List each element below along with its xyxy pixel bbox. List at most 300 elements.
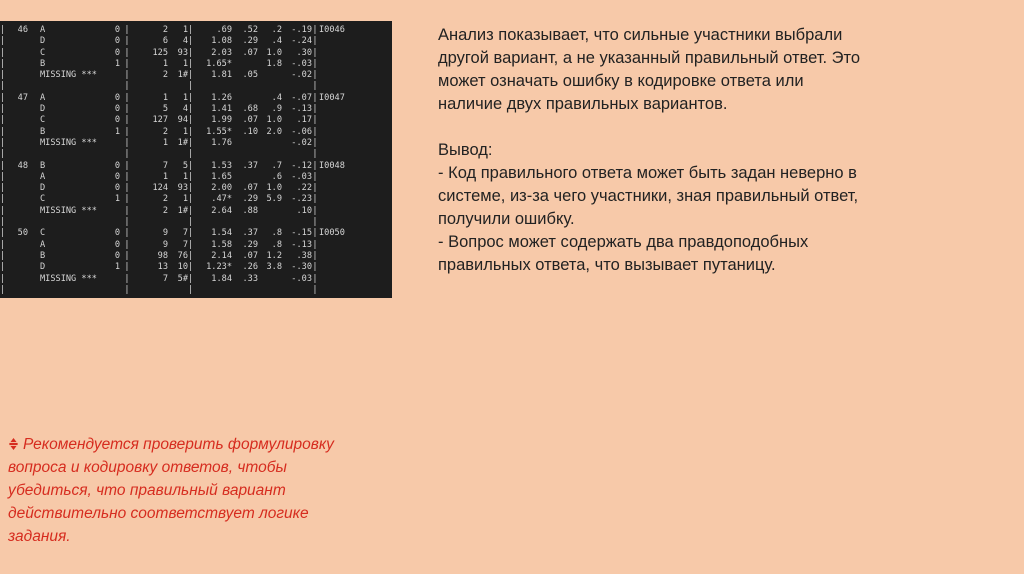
cell-m4: -.13 xyxy=(291,104,312,115)
cell-m2: .68 xyxy=(242,104,258,115)
cell-m2 xyxy=(232,285,258,296)
cell-n1: 1 xyxy=(162,92,168,103)
cell-item: 46 xyxy=(17,25,28,35)
cell-m4 xyxy=(282,149,312,160)
cell-key: 0 xyxy=(114,239,120,250)
conclusion-point-1: - Код правильного ответа может быть задан неверно в системе, из-за чего участники, зная правильный ответ, получили ошибку. xyxy=(438,164,859,228)
cell-label xyxy=(318,70,361,81)
cell-label xyxy=(318,81,361,92)
cell-item xyxy=(6,194,28,205)
cell-n2: 7 xyxy=(182,239,188,250)
cell-m1: 1.58 xyxy=(211,239,232,250)
cell-item xyxy=(6,138,28,149)
cell-n2 xyxy=(168,217,188,228)
cell-item xyxy=(6,104,28,115)
cell-item: 50 xyxy=(17,228,28,239)
column-separator: | xyxy=(124,36,130,47)
cell-label xyxy=(318,194,361,205)
column-separator: | xyxy=(188,25,194,35)
column-separator: | xyxy=(312,160,318,171)
cell-m1: 2.03 xyxy=(211,47,232,58)
column-separator: | xyxy=(0,126,6,137)
cell-m1 xyxy=(194,285,232,296)
cell-option: C xyxy=(40,228,46,239)
cell-n2: 94 xyxy=(177,115,188,126)
cell-n1: 9 xyxy=(162,239,168,250)
column-separator: | xyxy=(0,58,6,69)
cell-n2: 1 xyxy=(182,58,188,69)
column-separator: | xyxy=(0,183,6,194)
cell-option: B xyxy=(40,126,46,137)
column-separator: | xyxy=(0,25,6,35)
cell-m4 xyxy=(282,285,312,296)
table-row xyxy=(0,127,361,138)
cell-n2: 5# xyxy=(177,273,188,284)
cell-m3 xyxy=(258,149,282,160)
cell-key: 1 xyxy=(114,58,120,69)
cell-label xyxy=(318,274,361,285)
column-separator: | xyxy=(188,160,194,171)
cell-n2: 93 xyxy=(177,47,188,58)
cell-m1: 1.65 xyxy=(211,171,232,182)
column-separator: | xyxy=(124,149,130,160)
column-separator: | xyxy=(312,58,318,69)
column-separator: | xyxy=(0,250,6,261)
cell-m4: -.07 xyxy=(291,92,312,103)
column-separator: | xyxy=(0,284,6,295)
column-separator: | xyxy=(124,137,130,148)
column-separator: | xyxy=(312,36,318,47)
column-separator: | xyxy=(0,194,6,205)
cell-m3 xyxy=(258,274,282,285)
cell-label xyxy=(318,206,361,217)
column-separator: | xyxy=(312,273,318,284)
table-row xyxy=(0,183,361,194)
cell-n2 xyxy=(168,285,188,296)
table-row xyxy=(0,149,361,160)
cell-m4 xyxy=(282,81,312,92)
cell-n2: 4 xyxy=(182,36,188,47)
cell-n2: 1 xyxy=(182,171,188,182)
cell-n2: 1 xyxy=(182,126,188,137)
cell-option: A xyxy=(40,171,46,182)
column-separator: | xyxy=(0,239,6,250)
cell-n1: 127 xyxy=(152,115,168,126)
cell-item xyxy=(6,183,28,194)
table-row xyxy=(0,70,361,81)
cell-label xyxy=(318,115,361,126)
cell-m1: .69 xyxy=(216,25,232,35)
column-separator: | xyxy=(0,149,6,160)
cell-item xyxy=(6,70,28,81)
cell-m3: 1.0 xyxy=(266,183,282,194)
column-separator: | xyxy=(0,228,6,239)
cell-m4: .22 xyxy=(296,183,312,194)
cell-item xyxy=(6,48,28,59)
cell-key: 1 xyxy=(114,194,120,205)
column-separator: | xyxy=(124,25,130,35)
cell-option: B xyxy=(40,250,46,261)
cell-option: D xyxy=(40,104,46,115)
paragraph-gap xyxy=(438,116,868,139)
column-separator: | xyxy=(188,239,194,250)
cell-option: D xyxy=(40,36,46,47)
column-separator: | xyxy=(312,284,318,295)
table-row xyxy=(0,194,361,205)
column-separator: | xyxy=(124,104,130,115)
cell-n2: 5 xyxy=(182,160,188,171)
cell-n2 xyxy=(168,149,188,160)
column-separator: | xyxy=(188,104,194,115)
cell-m3: 1.0 xyxy=(266,115,282,126)
table-row xyxy=(0,48,361,59)
cell-m1: 2.14 xyxy=(211,250,232,261)
cell-m3: 1.2 xyxy=(266,250,282,261)
cell-key: 1 xyxy=(114,126,120,137)
cell-item xyxy=(6,172,28,183)
cell-m3 xyxy=(258,81,282,92)
cell-label xyxy=(318,183,361,194)
cell-m2 xyxy=(232,217,258,228)
table-row xyxy=(0,217,361,228)
cell-m4: -.02 xyxy=(291,137,312,148)
column-separator: | xyxy=(188,194,194,205)
cell-item xyxy=(6,115,28,126)
cell-m1: 1.55* xyxy=(206,126,232,137)
cell-m2 xyxy=(232,93,258,104)
column-separator: | xyxy=(312,115,318,126)
cell-n1: 7 xyxy=(162,160,168,171)
cell-n1 xyxy=(134,217,168,228)
cell-item xyxy=(6,149,28,160)
cell-item xyxy=(6,217,28,228)
cell-key: 1 xyxy=(114,262,120,273)
cell-m4: -.02 xyxy=(291,70,312,81)
cell-m4: -.15 xyxy=(291,228,312,239)
cell-label: I0047 xyxy=(319,92,345,103)
column-separator: | xyxy=(188,217,194,228)
cell-m2 xyxy=(232,81,258,92)
cell-item xyxy=(6,36,28,47)
column-separator: | xyxy=(0,262,6,273)
cell-m4: -.30 xyxy=(291,262,312,273)
column-separator: | xyxy=(124,217,130,228)
cell-m2: .10 xyxy=(242,126,258,137)
cell-option xyxy=(28,285,98,296)
cell-n1: 1 xyxy=(162,58,168,69)
cell-m3: .7 xyxy=(271,160,282,171)
column-separator: | xyxy=(188,149,194,160)
cell-m4: .10 xyxy=(296,205,312,216)
table-row xyxy=(0,285,361,296)
cell-m1: 1.08 xyxy=(211,36,232,47)
column-separator: | xyxy=(124,250,130,261)
cell-label xyxy=(318,285,361,296)
table-row xyxy=(0,251,361,262)
table-row xyxy=(0,161,361,172)
column-separator: | xyxy=(124,47,130,58)
cell-item xyxy=(6,285,28,296)
cell-m1: 1.54 xyxy=(211,228,232,239)
column-separator: | xyxy=(312,47,318,58)
cell-m3: .8 xyxy=(271,239,282,250)
table-row xyxy=(0,262,361,273)
cell-m3: 1.0 xyxy=(266,47,282,58)
column-separator: | xyxy=(0,273,6,284)
table-row xyxy=(0,59,361,70)
conclusion-title: Вывод: xyxy=(438,141,493,159)
cell-key: 0 xyxy=(114,115,120,126)
column-separator: | xyxy=(0,47,6,58)
column-separator: | xyxy=(124,183,130,194)
cell-m4: .38 xyxy=(296,250,312,261)
column-separator: | xyxy=(312,104,318,115)
recommendation-text: Рекомендуется проверить формулировку вопроса и кодировку ответов, чтобы убедиться, что правильный вариант действительно соответствует логике задания. xyxy=(8,436,334,545)
cell-n1 xyxy=(134,81,168,92)
red-pen-icon xyxy=(8,434,19,446)
cell-key xyxy=(98,206,120,217)
cell-m2: .29 xyxy=(242,194,258,205)
cell-option: C xyxy=(40,47,46,58)
cell-item xyxy=(6,251,28,262)
cell-m3: 5.9 xyxy=(266,194,282,205)
cell-m2: .26 xyxy=(242,262,258,273)
column-separator: | xyxy=(124,273,130,284)
cell-item xyxy=(6,240,28,251)
cell-m1: 2.00 xyxy=(211,183,232,194)
cell-key: 0 xyxy=(114,92,120,103)
column-separator: | xyxy=(188,58,194,69)
column-separator: | xyxy=(0,137,6,148)
cell-label: I0046 xyxy=(319,25,345,35)
cell-label xyxy=(318,59,361,70)
column-separator: | xyxy=(188,183,194,194)
column-separator: | xyxy=(312,149,318,160)
cell-m2 xyxy=(232,149,258,160)
column-separator: | xyxy=(312,126,318,137)
cell-option: C xyxy=(40,115,46,126)
cell-m1: 1.53 xyxy=(211,160,232,171)
column-separator: | xyxy=(188,115,194,126)
cell-m1: 1.41 xyxy=(211,104,232,115)
column-separator: | xyxy=(188,70,194,81)
table-row xyxy=(0,206,361,217)
cell-n1: 9 xyxy=(162,228,168,239)
column-separator: | xyxy=(188,228,194,239)
cell-label xyxy=(318,48,361,59)
column-separator: | xyxy=(312,217,318,228)
cell-label xyxy=(318,262,361,273)
column-separator: | xyxy=(124,284,130,295)
cell-m2: .37 xyxy=(242,228,258,239)
table-row xyxy=(0,81,361,92)
column-separator: | xyxy=(312,205,318,216)
cell-m4: -.03 xyxy=(291,273,312,284)
table-row xyxy=(0,228,361,239)
cell-key xyxy=(98,138,120,149)
column-separator: | xyxy=(188,273,194,284)
cell-item: 47 xyxy=(17,92,28,103)
column-separator: | xyxy=(312,194,318,205)
column-separator: | xyxy=(124,194,130,205)
cell-m4: -.03 xyxy=(291,58,312,69)
cell-m3: .9 xyxy=(271,104,282,115)
cell-key: 0 xyxy=(114,250,120,261)
column-separator: | xyxy=(0,92,6,103)
cell-m1: 2.64 xyxy=(211,205,232,216)
column-separator: | xyxy=(0,171,6,182)
cell-m3 xyxy=(258,138,282,149)
cell-n2: 1 xyxy=(182,92,188,103)
cell-m2: .33 xyxy=(242,273,258,284)
column-separator: | xyxy=(124,81,130,92)
table-row xyxy=(0,25,361,36)
analysis-text-block xyxy=(438,24,868,277)
cell-label xyxy=(318,240,361,251)
cell-item xyxy=(6,262,28,273)
column-separator: | xyxy=(124,115,130,126)
cell-m4: -.03 xyxy=(291,171,312,182)
cell-option xyxy=(28,149,98,160)
cell-m4 xyxy=(282,217,312,228)
table-row xyxy=(0,138,361,149)
cell-item: 48 xyxy=(17,160,28,171)
cell-item xyxy=(6,81,28,92)
cell-n2: 1 xyxy=(182,194,188,205)
column-separator: | xyxy=(312,183,318,194)
column-separator: | xyxy=(124,205,130,216)
column-separator: | xyxy=(124,228,130,239)
cell-n1: 124 xyxy=(152,183,168,194)
cell-item xyxy=(6,274,28,285)
cell-m4: -.24 xyxy=(291,36,312,47)
column-separator: | xyxy=(312,92,318,103)
cell-option: MISSING *** xyxy=(40,273,97,284)
cell-n1: 2 xyxy=(162,25,168,35)
table-row xyxy=(0,274,361,285)
cell-m2: .37 xyxy=(242,160,258,171)
column-separator: | xyxy=(124,126,130,137)
cell-m3: 3.8 xyxy=(266,262,282,273)
cell-m3: .2 xyxy=(271,25,282,35)
cell-m2: .07 xyxy=(242,115,258,126)
column-separator: | xyxy=(188,36,194,47)
cell-key: 0 xyxy=(114,228,120,239)
cell-m1 xyxy=(194,81,232,92)
cell-n1: 7 xyxy=(162,273,168,284)
cell-key: 0 xyxy=(114,25,120,35)
cell-key xyxy=(98,149,120,160)
cell-n2: 1# xyxy=(177,70,188,81)
cell-m3 xyxy=(258,206,282,217)
cell-label xyxy=(318,138,361,149)
cell-label xyxy=(318,172,361,183)
cell-m1: 1.26 xyxy=(211,92,232,103)
column-separator: | xyxy=(188,284,194,295)
cell-key xyxy=(98,81,120,92)
cell-m3: .6 xyxy=(271,171,282,182)
column-separator: | xyxy=(188,47,194,58)
cell-key xyxy=(98,70,120,81)
column-separator: | xyxy=(0,70,6,81)
cell-m4: .17 xyxy=(296,115,312,126)
column-separator: | xyxy=(188,92,194,103)
cell-m1: 1.99 xyxy=(211,115,232,126)
cell-m4: -.12 xyxy=(291,160,312,171)
cell-key xyxy=(98,285,120,296)
table-row xyxy=(0,36,361,47)
cell-key: 0 xyxy=(114,183,120,194)
cell-n2: 1# xyxy=(177,137,188,148)
table-row xyxy=(0,172,361,183)
cell-label: I0050 xyxy=(319,228,345,239)
cell-label xyxy=(318,149,361,160)
cell-n1: 125 xyxy=(152,47,168,58)
column-separator: | xyxy=(124,171,130,182)
cell-n1: 1 xyxy=(162,137,168,148)
cell-m3 xyxy=(258,285,282,296)
column-separator: | xyxy=(124,160,130,171)
table-row xyxy=(0,93,361,104)
cell-key xyxy=(98,274,120,285)
cell-n2: 1# xyxy=(177,205,188,216)
cell-m1: .47* xyxy=(211,194,232,205)
column-separator: | xyxy=(312,250,318,261)
cell-option: MISSING *** xyxy=(40,205,97,216)
table-row xyxy=(0,240,361,251)
cell-m1: 1.81 xyxy=(211,70,232,81)
cell-m2: .29 xyxy=(242,239,258,250)
cell-m4: -.23 xyxy=(291,194,312,205)
table-row xyxy=(0,115,361,126)
terminal-output xyxy=(0,21,392,298)
cell-m4: .30 xyxy=(296,47,312,58)
cell-option: B xyxy=(40,160,46,171)
cell-m3: .4 xyxy=(271,92,282,103)
cell-n1: 5 xyxy=(162,104,168,115)
column-separator: | xyxy=(188,137,194,148)
cell-m2: .07 xyxy=(242,47,258,58)
cell-n2: 1 xyxy=(182,25,188,35)
cell-key: 0 xyxy=(114,47,120,58)
cell-m1: 1.76 xyxy=(211,137,232,148)
cell-label xyxy=(318,127,361,138)
cell-option: A xyxy=(40,92,46,103)
column-separator: | xyxy=(312,228,318,239)
column-separator: | xyxy=(0,205,6,216)
cell-n1 xyxy=(134,285,168,296)
column-separator: | xyxy=(188,171,194,182)
cell-m1: 1.23* xyxy=(206,262,232,273)
column-separator: | xyxy=(312,171,318,182)
cell-n1: 98 xyxy=(157,250,168,261)
column-separator: | xyxy=(124,58,130,69)
cell-key xyxy=(98,217,120,228)
cell-label xyxy=(318,251,361,262)
cell-n1: 6 xyxy=(162,36,168,47)
cell-key: 0 xyxy=(114,104,120,115)
cell-m1 xyxy=(194,149,232,160)
analysis-paragraph: Анализ показывает, что сильные участники выбрали другой вариант, а не указанный правильный ответ. Это может означать ошибку в кодировке ответа или наличие двух правильных вариантов. xyxy=(438,26,861,113)
cell-n2: 93 xyxy=(177,183,188,194)
cell-m4: -.13 xyxy=(291,239,312,250)
cell-m2: .07 xyxy=(242,250,258,261)
cell-key: 0 xyxy=(114,171,120,182)
cell-option: MISSING *** xyxy=(40,137,97,148)
column-separator: | xyxy=(0,160,6,171)
cell-n2: 4 xyxy=(182,104,188,115)
cell-m2: .29 xyxy=(242,36,258,47)
